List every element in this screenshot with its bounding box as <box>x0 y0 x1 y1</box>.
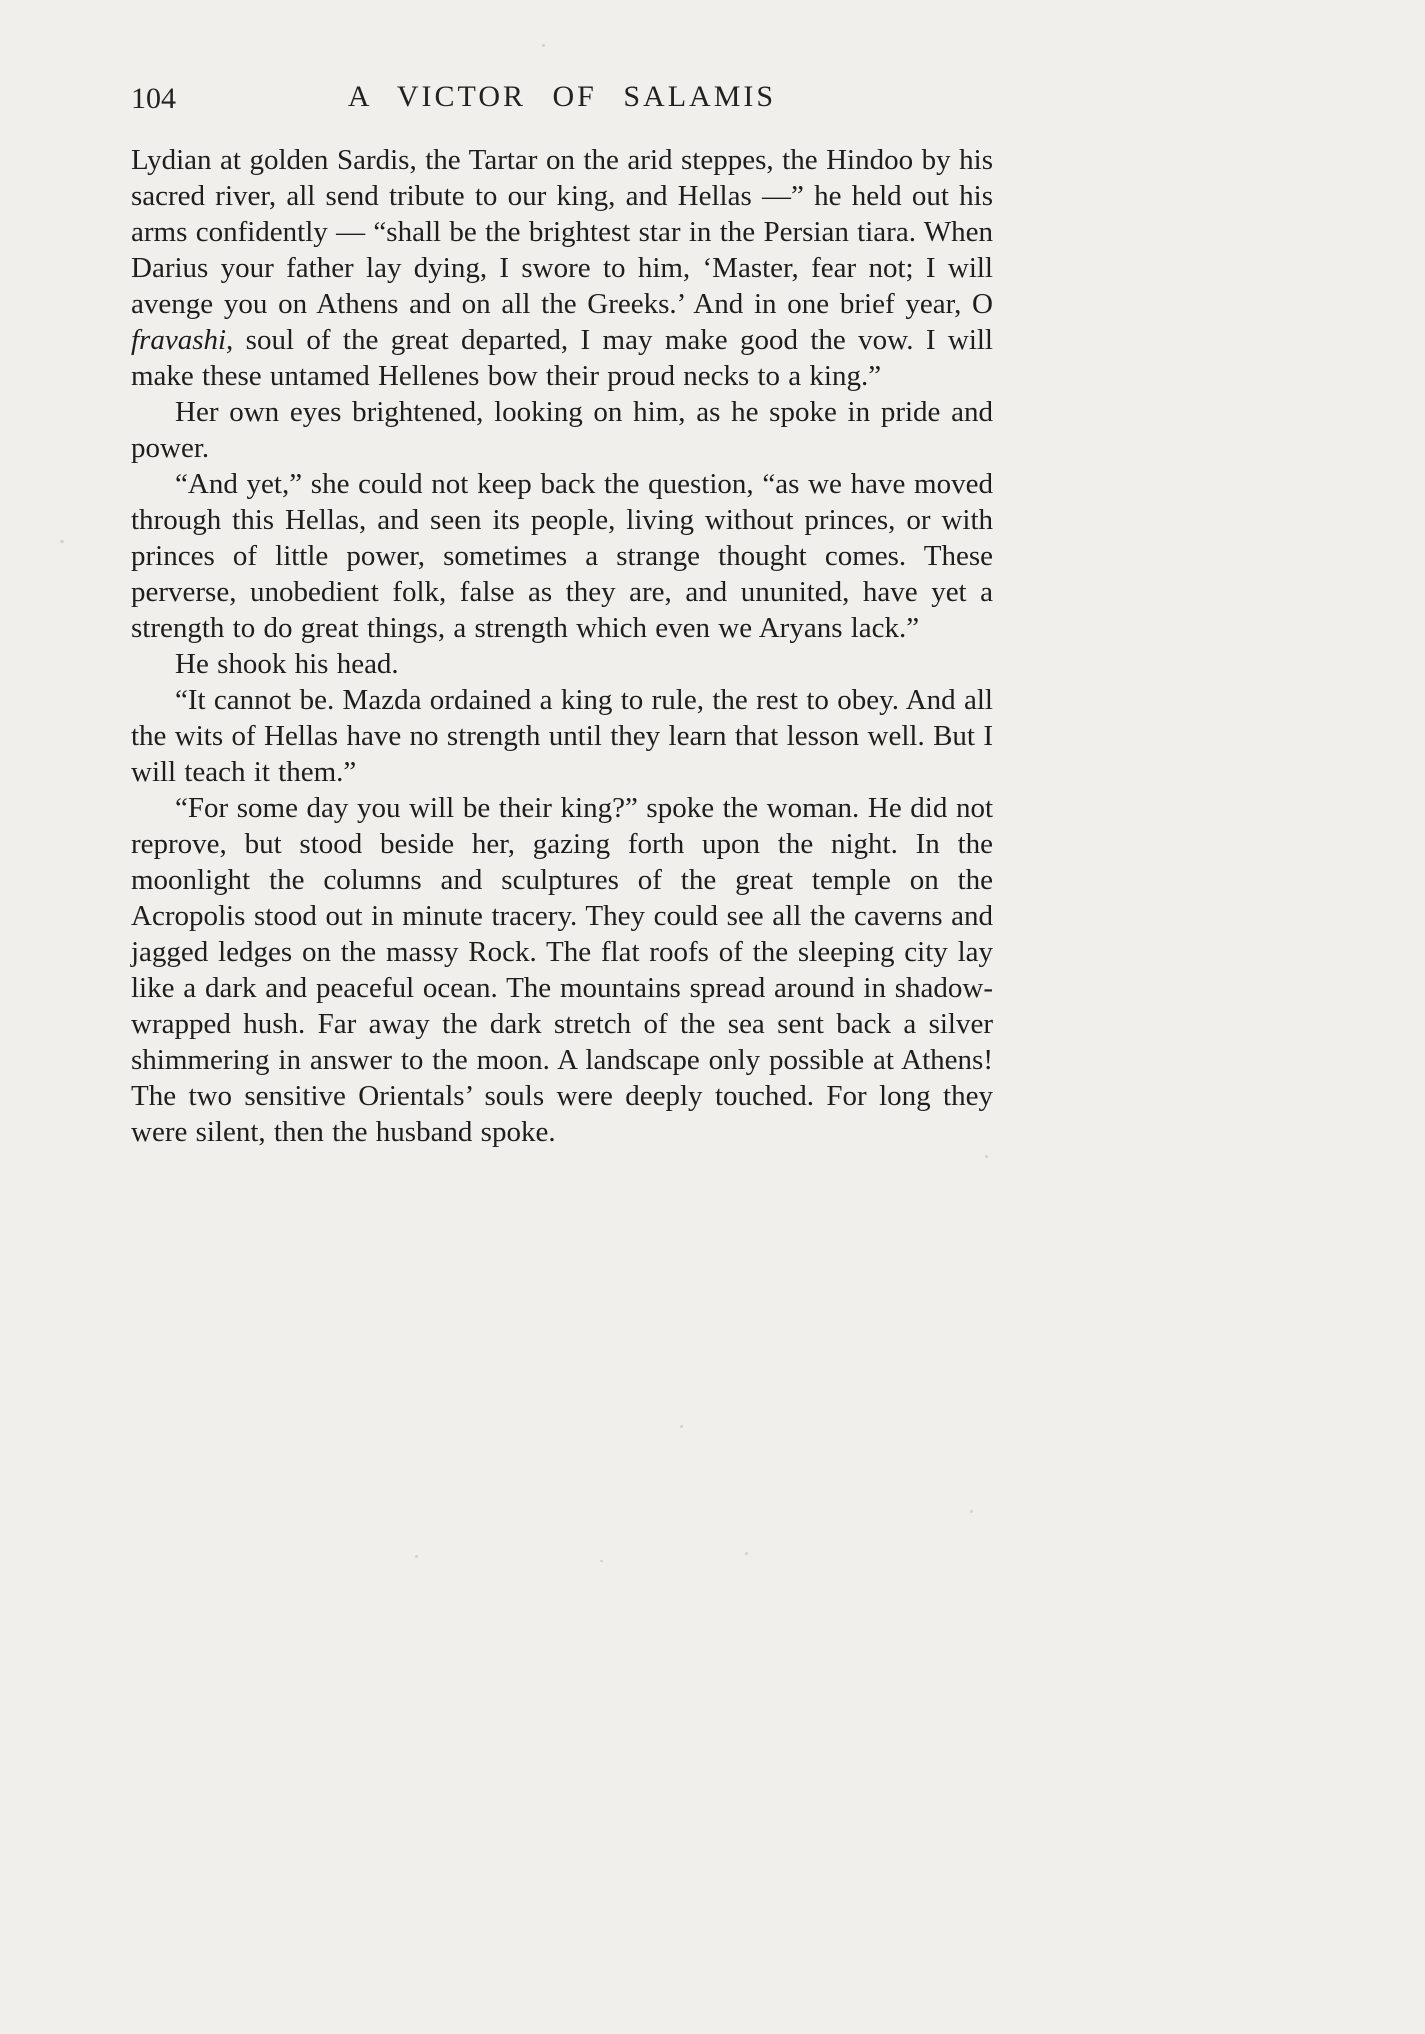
scan-speck <box>415 1555 418 1558</box>
scan-speck <box>600 1560 603 1562</box>
paragraph-3: “And yet,” she could not keep back the question, “as we have moved through this Hellas, and seen its people, living without princes, or with princes of little power, sometimes a strange thought comes. These perverse, unobedient folk, false as they are, and ununited, have yet a strength to do great things, a strength which even we Aryans lack.” <box>131 468 993 644</box>
paragraph-2: Her own eyes brightened, looking on him, as he spoke in pride and power. <box>131 396 993 464</box>
text-segment: Lydian at golden Sardis, the Tartar on the arid steppes, the Hindoo by his sacred river, all send tribute to our king, and Hellas —” he held out his arms confidently — “shall be the brightest star in the Persian tiara. When Darius your father lay dying, I swore to him, ‘Master, fear not; I will avenge you on Athens and on all the Greeks.’ And in one brief year, O <box>131 144 993 320</box>
paragraph-1 <box>131 142 993 394</box>
paragraph-4: He shook his head. <box>175 648 399 680</box>
scan-speck <box>60 540 64 543</box>
running-header: A VICTOR OF SALAMIS <box>347 80 777 113</box>
scan-speck <box>985 1155 988 1158</box>
scan-speck <box>745 1552 748 1555</box>
page-number: 104 <box>131 82 176 115</box>
italic-text-fravashi: fravashi, <box>131 324 234 356</box>
paragraph-6: “For some day you will be their king?” spoke the woman. He did not reprove, but stood beside her, gazing forth upon the night. In the moonlight the columns and sculptures of the great temple on the Acropolis stood out in minute tracery. They could see all the caverns and jagged ledges on the massy Rock. The flat roofs of the sleeping city lay like a dark and peaceful ocean. The mountains spread around in shadow-wrapped hush. Far away the dark stretch of the sea sent back a silver shimmering in answer to the moon. A landscape only possible at Athens! The two sensitive Orientals’ souls were deeply touched. For long they were silent, then the husband spoke. <box>131 792 993 1148</box>
scan-speck <box>680 1425 683 1428</box>
page-body <box>131 142 993 1150</box>
scan-speck <box>542 44 545 47</box>
text-segment: soul of the great departed, I may make good the vow. I will make these untamed Hellenes bow their proud necks to a king.” <box>131 324 993 392</box>
page-header <box>131 80 993 120</box>
scan-speck <box>970 1510 973 1513</box>
paragraph-5: “It cannot be. Mazda ordained a king to rule, the rest to obey. And all the wits of Hellas have no strength until they learn that lesson well. But I will teach it them.” <box>131 684 993 788</box>
